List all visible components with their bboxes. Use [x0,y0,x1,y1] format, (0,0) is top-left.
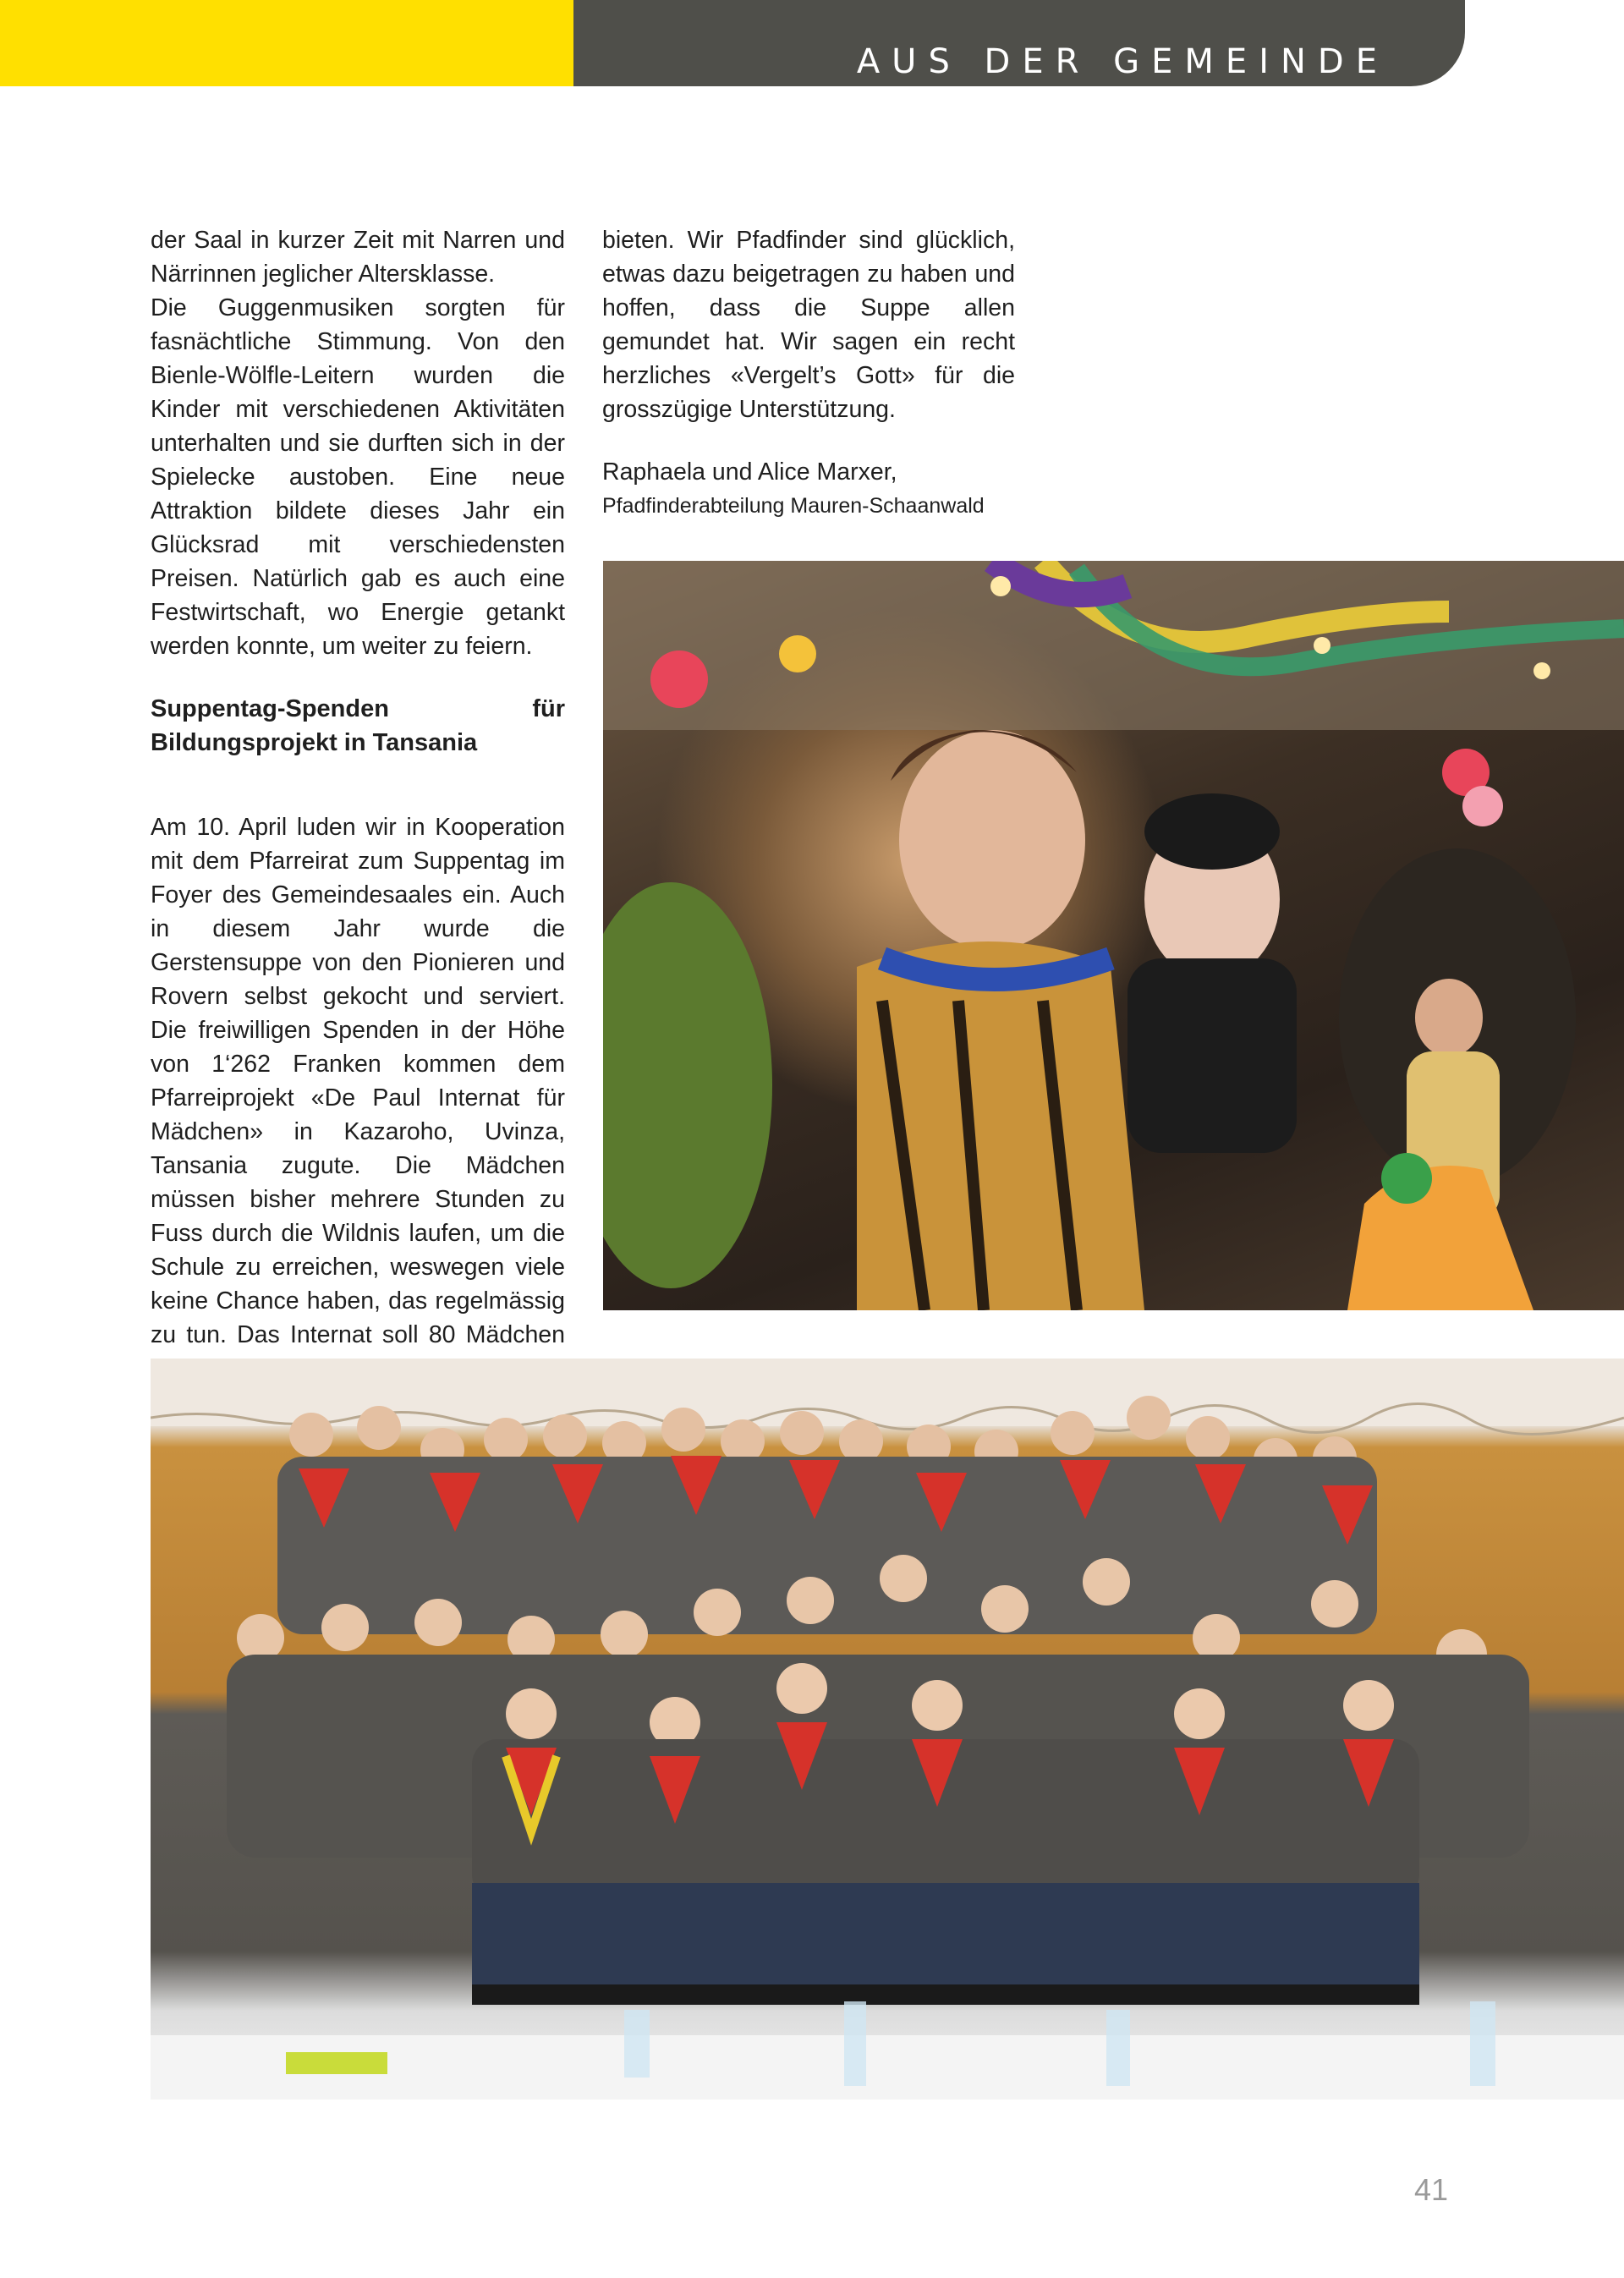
left-paragraph-2: Die Guggenmusiken sorgten für fasnächtliche Stimmung. Von den Bienle-Wölfle-Leitern wurden die Kinder mit verschiedenen Aktivitäten unterhalten und sie durften sich in der Spielecke austoben. Eine neue Attraktion bildete dieses Jahr ein Glücksrad mit verschiedensten Preisen. Natürlich gab es auch eine Festwirtschaft, wo Energie getankt werden konnte, um weiter zu feiern. [151,294,565,660]
author-signature [602,455,1015,523]
header-yellow-bar [0,0,575,86]
author-organization: Pfadfinderabteilung Mauren-Schaanwald [602,494,985,518]
page-number: 41 [1414,2172,1449,2207]
carnival-photo-illustration [603,561,1624,1310]
section-title: AUS DER GEMEINDE [856,42,1389,81]
left-text-column [151,223,565,1386]
right-paragraph-1: bieten. Wir Pfadfinder sind glücklich, etwas dazu beigetragen zu haben und hoffen, dass die Suppe allen gemundet hat. Wir sagen ein recht herzliches «Vergelt’s Gott» für die grosszügige Unterstützung. [602,227,1015,423]
right-text-column [602,223,1015,523]
left-paragraph-1: der Saal in kurzer Zeit mit Narren und Närrinnen jeglicher Altersklasse. [151,227,565,288]
carnival-photo [603,561,1624,1310]
section-header-tab [573,0,1465,86]
scout-group-illustration [151,1359,1624,2100]
left-paragraph-3: Am 10. April luden wir in Kooperation mit dem Pfarreirat zum Suppentag im Foyer des Gemeindesaales ein. Auch in diesem Jahr wurde die Gerstensuppe von den Pionieren und Rovern selbst gekocht und serviert. Die freiwilligen Spenden in der Höhe von 1‘262 Franken kommen dem Pfarreiprojekt «De Paul Internat für Mädchen» in Kazaroho, Uvinza, Tansania zugute. Die Mädchen müssen bisher mehrere Stunden zu Fuss durch die Wildnis laufen, um die Schule zu erreichen, weswegen viele keine Chance haben, das regelmässig zu tun. Das Internat soll 80 Mädchen [151,814,565,1348]
article-heading: Suppentag-Spenden für Bildungsprojekt in Tansania [151,695,565,756]
scout-group-photo [151,1359,1624,2100]
author-names: Raphaela und Alice Marxer, [602,458,897,486]
